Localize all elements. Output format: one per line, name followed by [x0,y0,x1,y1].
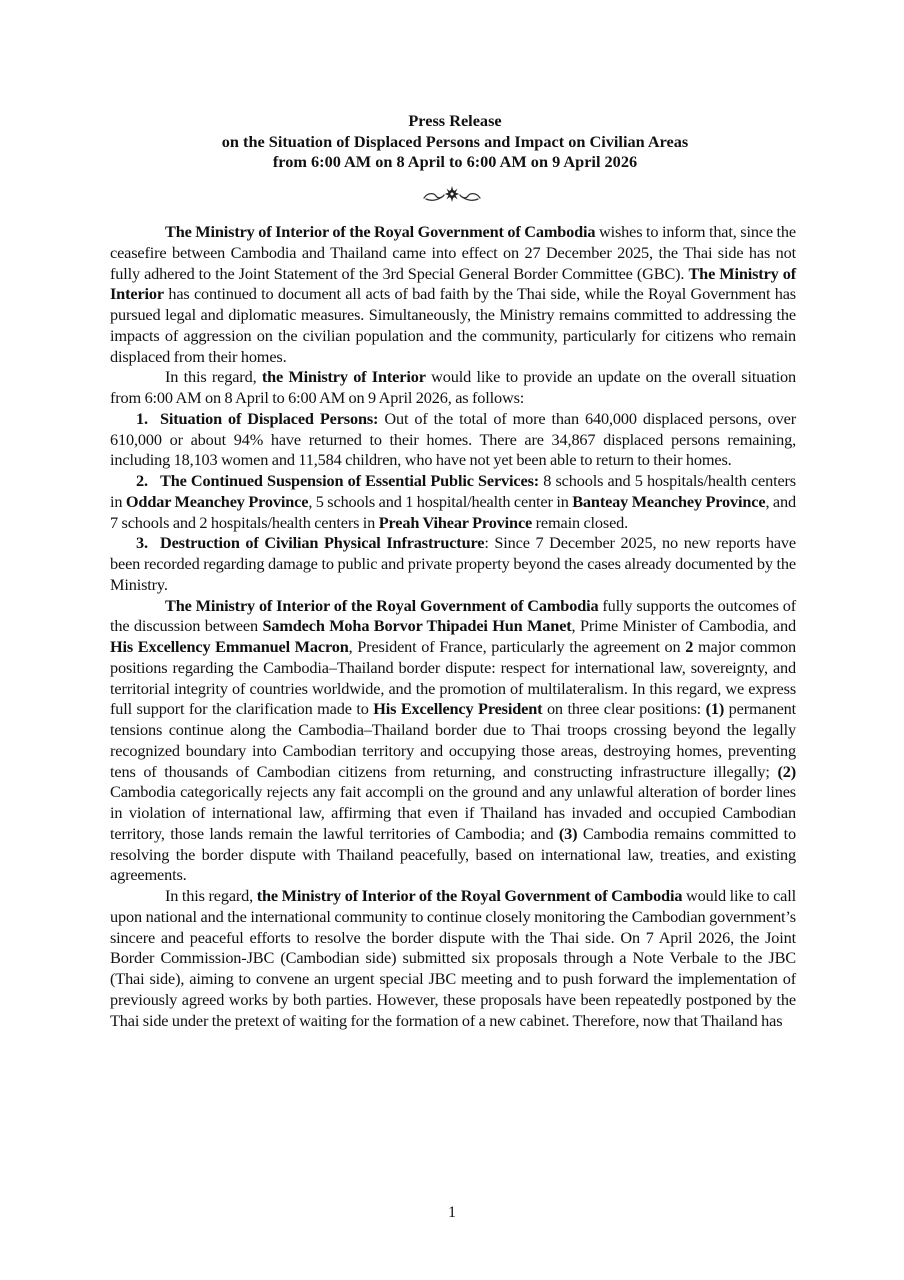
bold-text: the Ministry of Interior of the Royal Government of Cambodia [256,886,683,905]
title-line-3: from 6:00 AM on 8 April to 6:00 AM on 9 April 2026 [272,152,638,171]
bold-text: (1) [705,699,725,719]
bold-text: Samdech Moha Borvor Thipadei Hun Manet [262,616,572,636]
text: In this regard, [165,367,262,387]
bold-text: The Continued Suspension of Essential Public Services: [160,471,540,490]
text: , President of France, particularly the agreement on [348,637,686,656]
text: permanent tensions continue along the Cambodia–Thailand border due to Thai troops crossing beyond the legally recognized boundary into Cambodian territory and occupying those areas, destroying homes, preventing tens of thousands of Cambodian citizens from returning, and constructing infrastructure illegally; [110,699,797,781]
text: : Since 7 December 2025, no new reports have been recorded regarding damage to public and private property beyond the cases already documented by the Ministry. [110,533,796,594]
text: 8 schools and 5 hospitals/health centers in [110,471,796,511]
title-line-2: on the Situation of Displaced Persons and Impact on Civilian Areas [221,131,689,151]
decorative-flourish-icon [420,184,484,206]
bold-text: Preah Vihear Province [378,512,533,532]
text: Cambodia remains committed to resolving the border dispute with Thailand peacefully, based on international law, treaties, and existing agreements. [110,823,796,885]
intro-paragraph [110,222,796,367]
bold-text: Banteay Meanchey Province [572,491,766,511]
text: Out of the total of more than 640,000 displaced persons, over 610,000 or about 94% have returned to their homes. There are 34,867 displaced persons remaining, including 18,103 women and 11,584 children, who have not yet been able to return to their homes. [110,408,796,470]
list-item-public-services [110,471,796,533]
text: fully supports the outcomes of the discussion between [110,595,796,636]
list-item-infrastructure [110,533,796,595]
bold-text: Situation of Displaced Persons: [160,408,379,428]
bold-text: Destruction of Civilian Physical Infrastructure [160,533,485,553]
document-body [110,222,796,1031]
bold-text: His Excellency Emmanuel Macron [110,637,349,656]
list-number: 2. [136,471,148,490]
bold-text: His Excellency President [373,699,543,719]
bold-text: the Ministry of Interior [261,367,426,387]
text: would like to provide an update on the overall situation from 6:00 AM on 8 April to 6:00 AM on 9 April 2026, as follows: [110,367,796,407]
title-line-1: Press Release [408,111,502,130]
text: wishes to inform that, since the ceasefire between Cambodia and Thailand came into effect on 27 December 2025, the Thai side has not fully adhered to the Joint Statement of the 3rd Special General Border Committee (GBC). [110,222,796,283]
bold-text: (3) [558,823,578,843]
text: Cambodia categorically rejects any fait accompli on the ground and any unlawful alteration of border lines in violation of international law, affirming that even if Thailand has invaded and occupied Cambodian territory, those lands remain the lawful territories of Cambodia; and [110,782,796,843]
text: , Prime Minister of Cambodia, and [571,616,796,636]
support-paragraph [110,596,796,887]
bold-text: The Ministry of Interior [110,263,796,304]
text: on three clear positions: [542,699,706,719]
press-release-title [100,111,810,173]
call-paragraph [110,886,796,1031]
bold-text: The Ministry of Interior of the Royal Government of Cambodia [165,222,596,241]
text: has continued to document all acts of bad faith by the Thai side, while the Royal Government has pursued legal and diplomatic measures. Simultaneously, the Ministry remains committed to addressing the impacts of aggression on the civilian population and the community, particularly for citizens who remain displaced from their homes. [110,284,796,366]
text: , 5 schools and 1 hospital/health center in [308,491,573,511]
page-number: 1 [448,1204,456,1221]
text: remain closed. [532,512,629,532]
text: In this regard, [165,886,257,905]
text: would like to call upon national and the international community to continue closely monitoring the Cambodian government’s sincere and peaceful efforts to resolve the border dispute with the Thai side. On 7 April 2026, the Joint Border Commission-JBC (Cambodian side) submitted six proposals through a Note Verbale to the JBC (Thai side), aiming to convene an urgent special JBC meeting and to push forward the implementation of previously agreed works by both parties. However, these proposals have been repeatedly postponed by the Thai side under the pretext of waiting for the formation of a new cabinet. Therefore, now that Thailand has [110,886,796,1030]
list-number: 1. [136,408,148,428]
bold-text: (2) [777,761,796,781]
text: , and 7 schools and 2 hospitals/health centers in [110,491,796,532]
bold-text: The Ministry of Interior of the Royal Government of Cambodia [165,595,599,615]
text: major common positions regarding the Cambodia–Thailand border dispute: respect for international law, sovereignty, and territorial integrity of countries worldwide, and the promotion of multilateralism. In this regard, we express full support for the clarification made to [110,637,797,719]
bold-text: Oddar Meanchey Province [125,491,309,511]
list-item-displaced-persons [110,409,796,471]
bold-text: 2 [685,637,694,656]
update-paragraph [110,367,796,409]
list-number: 3. [136,533,148,553]
